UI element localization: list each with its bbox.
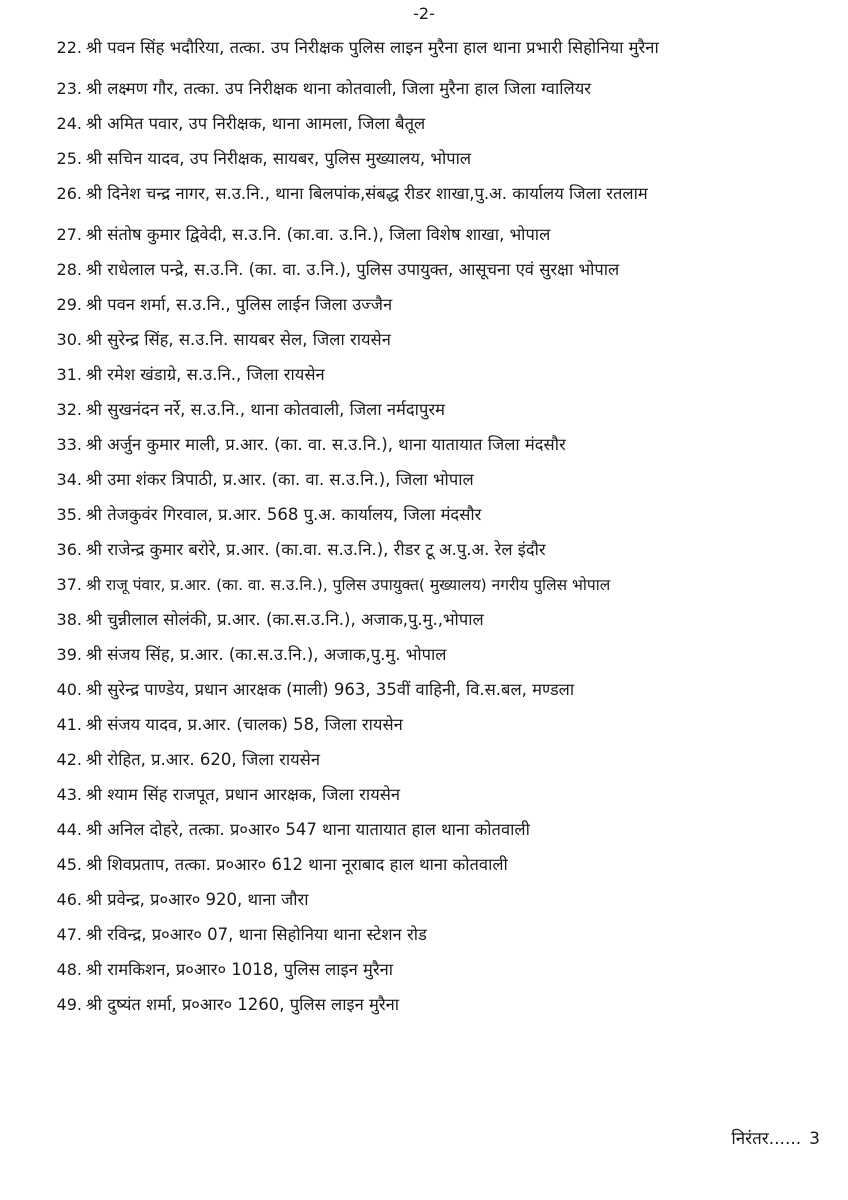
item-text: श्री राजू पंवार, प्र.आर. (का. वा. स.उ.नि.), पुलिस उपायुक्त( मुख्यालय) नगरीय पुलिस भोपाल xyxy=(86,576,611,594)
list-item xyxy=(40,464,830,499)
item-number: 30. xyxy=(56,330,82,349)
list-item xyxy=(40,674,830,709)
item-text: श्री राधेलाल पन्द्रे, स.उ.नि. (का. वा. उ.नि.), पुलिस उपायुक्त, आसूचना एवं सुरक्षा भोपाल xyxy=(86,260,620,279)
list-item xyxy=(40,779,830,814)
item-text: श्री रविन्द्र, प्र०आर० 07, थाना सिहोनिया थाना स्टेशन रोड xyxy=(86,925,427,944)
list-item xyxy=(40,289,830,324)
item-text: श्री शिवप्रताप, तत्का. प्र०आर० 612 थाना नूराबाद हाल थाना कोतवाली xyxy=(86,855,508,874)
list-item xyxy=(40,324,830,359)
item-number: 49. xyxy=(56,995,82,1014)
item-number: 40. xyxy=(56,680,82,699)
item-text: श्री श्याम सिंह राजपूत, प्रधान आरक्षक, जिला रायसेन xyxy=(86,785,401,804)
item-text: श्री अनिल दोहरे, तत्का. प्र०आर० 547 थाना यातायात हाल थाना कोतवाली xyxy=(86,820,530,839)
item-text: श्री संजय यादव, प्र.आर. (चालक) 58, जिला रायसेन xyxy=(86,715,403,734)
item-text: श्री दुष्यंत शर्मा, प्र०आर० 1260, पुलिस लाइन मुरैना xyxy=(86,995,400,1014)
list-item xyxy=(40,143,830,178)
item-text: श्री चुन्नीलाल सोलंकी, प्र.आर. (का.स.उ.नि.), अजाक,पु.मु.,भोपाल xyxy=(86,610,484,629)
item-text: श्री तेजकुवंर गिरवाल, प्र.आर. 568 पु.अ. कार्यालय, जिला मंदसौर xyxy=(86,505,482,524)
item-number: 35. xyxy=(56,505,82,524)
list-item xyxy=(40,73,830,108)
item-text: श्री सुरेन्द्र सिंह, स.उ.नि. सायबर सेल, जिला रायसेन xyxy=(86,330,391,349)
item-text: श्री रमेश खंडाग्रे, स.उ.नि., जिला रायसेन xyxy=(86,365,325,384)
item-text: श्री संतोष कुमार द्विवेदी, स.उ.नि. (का.वा. उ.नि.), जिला विशेष शाखा, भोपाल xyxy=(86,225,551,244)
list-item xyxy=(40,534,830,569)
item-number: 41. xyxy=(56,715,82,734)
item-number: 42. xyxy=(56,750,82,769)
item-text: श्री संजय सिंह, प्र.आर. (का.स.उ.नि.), अजाक,पु.मु. भोपाल xyxy=(86,645,447,664)
item-number: 45. xyxy=(56,855,82,874)
continued-label: निरंतर...... xyxy=(731,1129,802,1149)
list-item xyxy=(40,989,830,1024)
item-number: 23. xyxy=(56,79,82,98)
item-number: 29. xyxy=(56,295,82,314)
item-number: 25. xyxy=(56,149,82,168)
list-item xyxy=(40,394,830,429)
item-number: 43. xyxy=(56,785,82,804)
list-item xyxy=(40,359,830,394)
continuation-note xyxy=(723,1126,820,1149)
item-text: श्री पवन सिंह भदौरिया, तत्का. उप निरीक्षक पुलिस लाइन मुरैना हाल थाना प्रभारी सिहोनिया मुरैना xyxy=(86,38,659,57)
item-text: श्री उमा शंकर त्रिपाठी, प्र.आर. (का. वा. स.उ.नि.), जिला भोपाल xyxy=(86,470,474,489)
item-number: 34. xyxy=(56,470,82,489)
item-number: 24. xyxy=(56,114,82,133)
list-item xyxy=(40,884,830,919)
list-item xyxy=(40,254,830,289)
list-item xyxy=(40,849,830,884)
item-number: 31. xyxy=(56,365,82,384)
item-text: श्री प्रवेन्द्र, प्र०आर० 920, थाना जौरा xyxy=(86,890,309,909)
list-item xyxy=(40,954,830,989)
item-text: श्री अमित पवार, उप निरीक्षक, थाना आमला, जिला बैतूल xyxy=(86,114,426,133)
item-text: श्री रोहित, प्र.आर. 620, जिला रायसेन xyxy=(86,750,320,769)
item-number: 44. xyxy=(56,820,82,839)
list-item xyxy=(40,569,830,604)
list-item xyxy=(40,108,830,143)
item-text: श्री सचिन यादव, उप निरीक्षक, सायबर, पुलिस मुख्यालय, भोपाल xyxy=(86,149,472,168)
item-number: 26. xyxy=(56,184,82,203)
list-item xyxy=(40,429,830,464)
list-item xyxy=(40,744,830,779)
item-number: 46. xyxy=(56,890,82,909)
item-number: 33. xyxy=(56,435,82,454)
item-number: 39. xyxy=(56,645,82,664)
list-item xyxy=(40,919,830,954)
item-text: श्री दिनेश चन्द्र नागर, स.उ.नि., थाना बिलपांक,संबद्ध रीडर शाखा,पु.अ. कार्यालय जिला रतलाम xyxy=(86,184,648,203)
list-item xyxy=(40,604,830,639)
item-number: 28. xyxy=(56,260,82,279)
item-text: श्री सुरेन्द्र पाण्डेय, प्रधान आरक्षक (माली) 963, 35वीं वाहिनी, वि.स.बल, मण्डला xyxy=(86,680,575,699)
list-item xyxy=(40,709,830,744)
item-text: श्री राजेन्द्र कुमार बरोरे, प्र.आर. (का.वा. स.उ.नि.), रीडर टू अ.पु.अ. रेल इंदौर xyxy=(86,540,546,559)
item-number: 47. xyxy=(56,925,82,944)
next-page-number: 3 xyxy=(809,1129,820,1149)
list-item xyxy=(40,814,830,849)
page-number: -2- xyxy=(413,4,435,23)
list-item xyxy=(40,219,830,254)
item-number: 32. xyxy=(56,400,82,419)
personnel-list xyxy=(40,32,830,1024)
item-number: 48. xyxy=(56,960,82,979)
item-text: श्री लक्ष्मण गौर, तत्का. उप निरीक्षक थाना कोतवाली, जिला मुरैना हाल जिला ग्वालियर xyxy=(86,79,592,98)
item-number: 37. xyxy=(56,575,82,594)
item-number: 38. xyxy=(56,610,82,629)
list-item xyxy=(40,32,830,73)
list-item xyxy=(40,639,830,674)
item-number: 22. xyxy=(56,38,82,57)
item-number: 36. xyxy=(56,540,82,559)
item-text: श्री अर्जुन कुमार माली, प्र.आर. (का. वा. स.उ.नि.), थाना यातायात जिला मंदसौर xyxy=(86,435,566,454)
item-text: श्री पवन शर्मा, स.उ.नि., पुलिस लाईन जिला उज्जैन xyxy=(86,295,393,314)
item-text: श्री रामकिशन, प्र०आर० 1018, पुलिस लाइन मुरैना xyxy=(86,960,394,979)
item-number: 27. xyxy=(56,225,82,244)
item-text: श्री सुखनंदन नर्रे, स.उ.नि., थाना कोतवाली, जिला नर्मदापुरम xyxy=(86,400,445,419)
list-item xyxy=(40,178,830,219)
list-item xyxy=(40,499,830,534)
